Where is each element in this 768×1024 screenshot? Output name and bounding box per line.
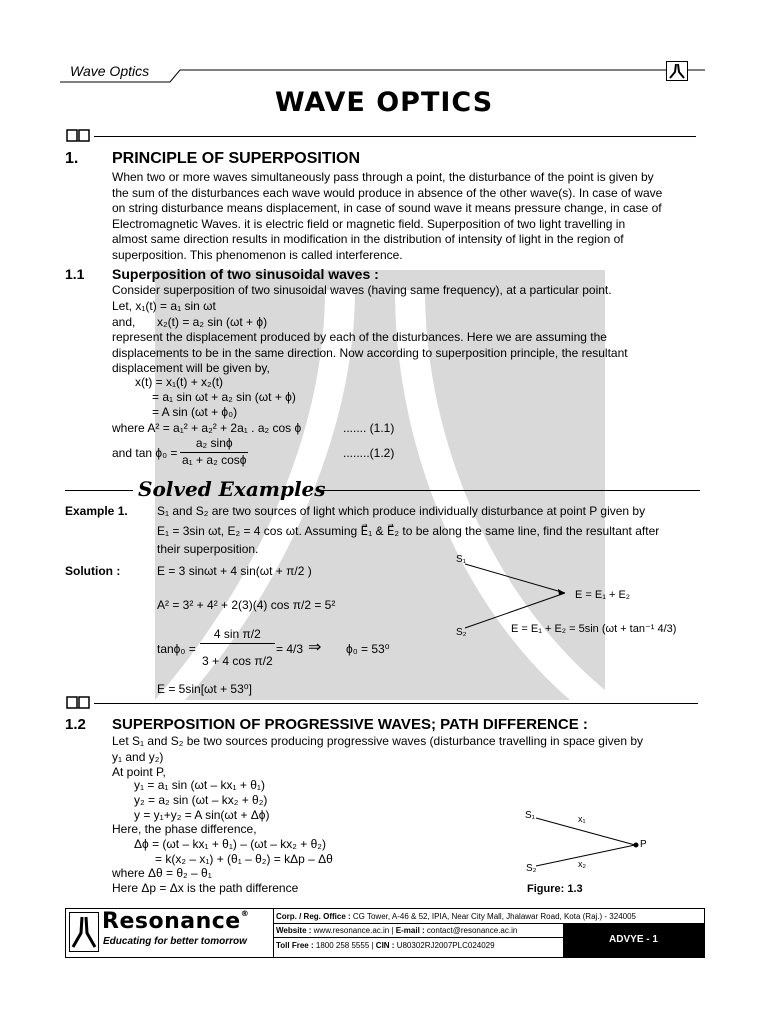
solution-tan-denominator: 3 + 4 cos π/2 [202, 653, 273, 668]
equation-number-1-2: ........(1.2) [343, 446, 395, 460]
theta-definition: where Δθ = θ₂ – θ₁ [112, 866, 212, 880]
solution-tan-numerator: 4 sin π/2 [200, 627, 275, 644]
section-divider [94, 136, 696, 137]
banner-rule-left [65, 490, 133, 491]
website-email: Website : www.resonance.ac.in | E-mail : contact@resonance.ac.in [276, 926, 518, 935]
solution-step-2: A² = 3² + 4² + 2(3)(4) cos π/2 = 5² [157, 598, 336, 612]
step-2: = a₁ sin ωt + a₂ sin (ωt + ϕ) [152, 390, 296, 404]
footer [65, 908, 705, 958]
banner-rule-right [318, 490, 700, 491]
solution-tan-fraction [200, 627, 275, 669]
footer-divider [273, 909, 274, 957]
solution-tan-label: tanϕ₀ = [157, 642, 196, 656]
amplitude-equation: where A² = a₁² + a₂² + 2a₁ . a₂ cos ϕ [112, 421, 302, 435]
subsection-number: 1.1 [65, 266, 85, 282]
and-label: and, [112, 315, 136, 329]
figure-resultant-label: E = E₁ + E₂ [575, 589, 631, 601]
figure-s2-label: S₂ [456, 627, 467, 638]
figure-p-label: P [640, 839, 647, 850]
phase-label: Here, the phase difference, [112, 822, 257, 836]
subsection-heading: SUPERPOSITION OF PROGRESSIVE WAVES; PATH DIFFERENCE : [112, 716, 588, 733]
path-difference-text: Here Δp = Δx is the path difference [112, 881, 299, 895]
wave-equation-y1: y₁ = a₁ sin (ωt – kx₁ + θ₁) [134, 778, 265, 792]
running-title: Wave Optics [70, 63, 150, 79]
subsection-heading: Superposition of two sinusoidal waves : [112, 266, 379, 282]
solution-step-1: E = 3 sinωt + 4 sin(ωt + π/2 ) [157, 564, 312, 578]
phase-equation-1: Δϕ = (ωt – kx₁ + θ₁) – (ωt – kx₂ + θ₂) [134, 837, 326, 851]
page-code: ADVYE - 1 [563, 923, 704, 957]
phase-equation-2: = k(x₂ – x₁) + (θ₁ – θ₂) = kΔp – Δθ [155, 852, 333, 866]
figure-s2-label: S₂ [526, 863, 537, 874]
tan-label: and tan ϕ₀ = [112, 446, 178, 460]
wave-equation-y: y = y₁+y₂ = A sin(ωt + Δϕ) [134, 808, 270, 822]
section-number: 1. [65, 150, 79, 167]
footer-row-rule [273, 937, 563, 938]
solution-tan-value: = 4/3 [276, 642, 304, 656]
resonance-logo-icon [69, 912, 99, 952]
example-question: S₁ and S₂ are two sources of light which produce individually disturbance at point P given by E₁ = 3sin ωt, E₂ = 4 cos ωt. Assuming E⃗₁ & E⃗₂ to be along the same line, find the resultant after their superposition. [157, 504, 660, 556]
equation-x2: x₂(t) = a₂ sin (ωt + ϕ) [157, 315, 268, 329]
equation-number-1-1: ....... (1.1) [343, 421, 395, 435]
figure-x1-label: x₁ [578, 814, 586, 824]
logo-tagline: Educating for better tomorrow [103, 936, 247, 947]
figure-s1-label: S₁ [456, 554, 467, 565]
logo-text: Resonance® [102, 909, 250, 934]
solution-label: Solution : [65, 564, 121, 578]
section1-body: When two or more waves simultaneously pass through a point, the disturbance of the point is given by the sum of the disturbances each wave would produce in absence of the other wave(s). In case of wave on string disturbance means displacement, in case of sound wave it means pressure change, in case of Electromagnetic Waves. it is electric field or magnetic field. Superposition of two light travelling in almost same direction results in modification in the distribution of intensity of light in the region of superposition. This phenomenon is called interference. [112, 170, 663, 262]
section-heading: PRINCIPLE OF SUPERPOSITION [112, 150, 361, 167]
tan-fraction [180, 436, 248, 468]
equation-x1: Let, x₁(t) = a₁ sin ωt [112, 299, 216, 313]
figure-caption: Figure: 1.3 [527, 883, 583, 895]
toll-free-cin: Toll Free : 1800 258 5555 | CIN : U80302RJ2007PLC024029 [276, 941, 495, 950]
resonance-logo-icon [666, 61, 688, 81]
step-1: x(t) = x₁(t) + x₂(t) [135, 375, 224, 389]
step-3: = A sin (ωt + ϕ₀) [152, 405, 238, 419]
section-divider [94, 703, 698, 704]
tan-numerator: a₂ sinϕ [180, 436, 248, 453]
example-label: Example 1. [65, 504, 128, 518]
header-rule [60, 66, 705, 86]
figure-1-3 [530, 810, 645, 870]
corp-office: Corp. / Reg. Office : CG Tower, A-46 & 52, IPIA, Near City Mall, Jhalawar Road, Kota (Raj.) - 324005 [276, 912, 636, 921]
solution-final: E = 5sin[ωt + 53⁰] [157, 682, 252, 696]
book-icon [66, 128, 90, 147]
figure-s1-label: S₁ [525, 810, 536, 821]
figure-x2-label: x₂ [578, 859, 586, 869]
subsection-number: 1.2 [65, 716, 86, 733]
book-icon [66, 695, 90, 714]
solution-phase-result: ϕ₀ = 53⁰ [346, 642, 390, 656]
section12-intro: Let S₁ and S₂ be two sources producing progressive waves (disturbance travelling in space given by y₁ and y₂) At point P, [112, 734, 643, 779]
tan-denominator: a₁ + a₂ cosϕ [182, 452, 247, 467]
wave-equation-y2: y₂ = a₂ sin (ωt – kx₂ + θ₂) [134, 793, 268, 807]
page-title: WAVE OPTICS [274, 87, 494, 118]
figure-resultant-equation: E = E₁ + E₂ = 5sin (ωt + tan⁻¹ 4/3) [511, 623, 677, 635]
implies-arrow: ⇒ [308, 639, 322, 656]
registered-mark: ® [240, 909, 250, 918]
intro-text: Consider superposition of two sinusoidal waves (having same frequency), at a particular point. [112, 283, 612, 297]
solved-examples-title: Solved Examples [138, 477, 326, 501]
superposition-paragraph: represent the displacement produced by each of the disturbances. Here we are assuming the displacements to be in the same direction. Now according to superposition principle, the resultant displacement will be given by, [112, 330, 628, 375]
